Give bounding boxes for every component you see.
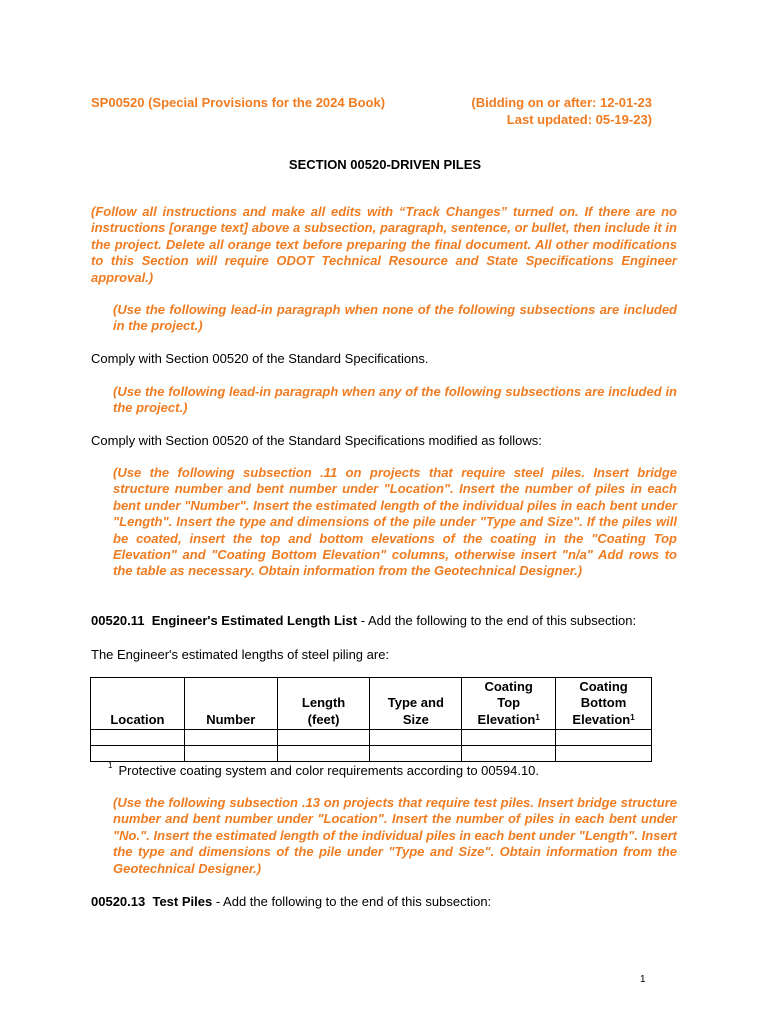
sub11-text: - Add the following to the end of this subsection: — [357, 613, 637, 628]
sub13-heading — [91, 893, 681, 910]
footnote-text: Protective coating system and color requirements according to 00594.10. — [118, 763, 540, 778]
header-coating-top: Coating Top Elevation$^1$ — [462, 678, 556, 730]
table-cell — [556, 746, 652, 762]
table-row — [91, 730, 652, 746]
general-instructions: (Follow all instructions and make all edits with “Track Changes” turned on. If there are no instructions [orange text] above a subsection, paragraph, sentence, or bullet, then include it in the project. Delete all orange text before preparing the final document. All other modifications to this Section will require ODOT Technical Resource and State Specifications Engineer approval.) — [91, 204, 677, 285]
section-title: SECTION 00520-DRIVEN PILES — [288, 157, 482, 172]
header-coating-bottom: Coating Bottom Elevation$^1$ — [556, 678, 652, 730]
doc-dates — [400, 94, 652, 128]
table-cell — [91, 730, 185, 746]
header-type-size: Type and Size — [370, 678, 462, 730]
table-cell — [462, 730, 556, 746]
footnote-mark: 1 — [108, 761, 113, 770]
table-row — [91, 746, 652, 762]
estimated-lengths-paragraph: The Engineer's estimated lengths of steel piling are: — [91, 647, 390, 662]
table-cell — [91, 746, 185, 762]
sub11-instruction: (Use the following subsection .11 on projects that require steel piles. Insert bridge structure number and bent number under "Location". Insert the number of piles in each bent under "Number". Insert the estimated length of the individual piles in each bent under "Length". Insert the type and dimensions of the pile under "Type and Size". If the piles will be coated, insert the top and bottom elevations of the coating in the "Coating Top Elevation" and "Coating Bottom Elevation" columns, otherwise insert "n/a" Add rows to the table as necessary. Obtain information from the Geotechnical Designer.) — [113, 465, 677, 579]
page-number: 1 — [640, 974, 646, 985]
sub11-heading — [91, 612, 681, 629]
leadin-none-instruction: (Use the following lead-in paragraph when none of the following subsections are included in the project.) — [113, 302, 677, 334]
estimated-length-table — [90, 677, 652, 762]
sub11-number: 00520.11 — [91, 613, 145, 628]
header-length: Length (feet) — [277, 678, 370, 730]
sub13-text: - Add the following to the end of this subsection: — [212, 894, 492, 909]
sub13-number: 00520.13 — [91, 894, 146, 909]
updated-date: Last updated: 05-19-23) — [506, 112, 652, 127]
leadin-any-instruction: (Use the following lead-in paragraph when any of the following subsections are included in the project.) — [113, 384, 677, 416]
header-location: Location — [91, 678, 185, 730]
table-cell — [556, 730, 652, 746]
sub13-instruction: (Use the following subsection .13 on projects that require test piles. Insert bridge structure number and bent number under "Location". Insert the number of piles in each bent under "No.". Insert the estimated length of the individual piles in each bent under "Length". Insert the type and dimensions of the pile under "Type and Size". Obtain information from the Geotechnical Designer.) — [113, 795, 677, 876]
sub11-title: Engineer's Estimated Length List — [151, 613, 358, 628]
table-cell — [370, 730, 462, 746]
table-cell — [462, 746, 556, 762]
table-header-row — [91, 678, 652, 730]
comply-modified-paragraph: Comply with Section 00520 of the Standard Specifications modified as follows: — [91, 433, 542, 448]
table-cell — [184, 730, 277, 746]
sub13-title: Test Piles — [152, 894, 213, 909]
table-cell — [277, 746, 370, 762]
table-footnote — [108, 763, 539, 778]
doc-id: SP00520 (Special Provisions for the 2024 Book) — [91, 95, 386, 110]
header-number: Number — [184, 678, 277, 730]
comply-paragraph: Comply with Section 00520 of the Standard Specifications. — [91, 351, 429, 366]
table-cell — [370, 746, 462, 762]
bidding-date: (Bidding on or after: 12-01-23 — [471, 95, 652, 110]
table-cell — [277, 730, 370, 746]
table-cell — [184, 746, 277, 762]
